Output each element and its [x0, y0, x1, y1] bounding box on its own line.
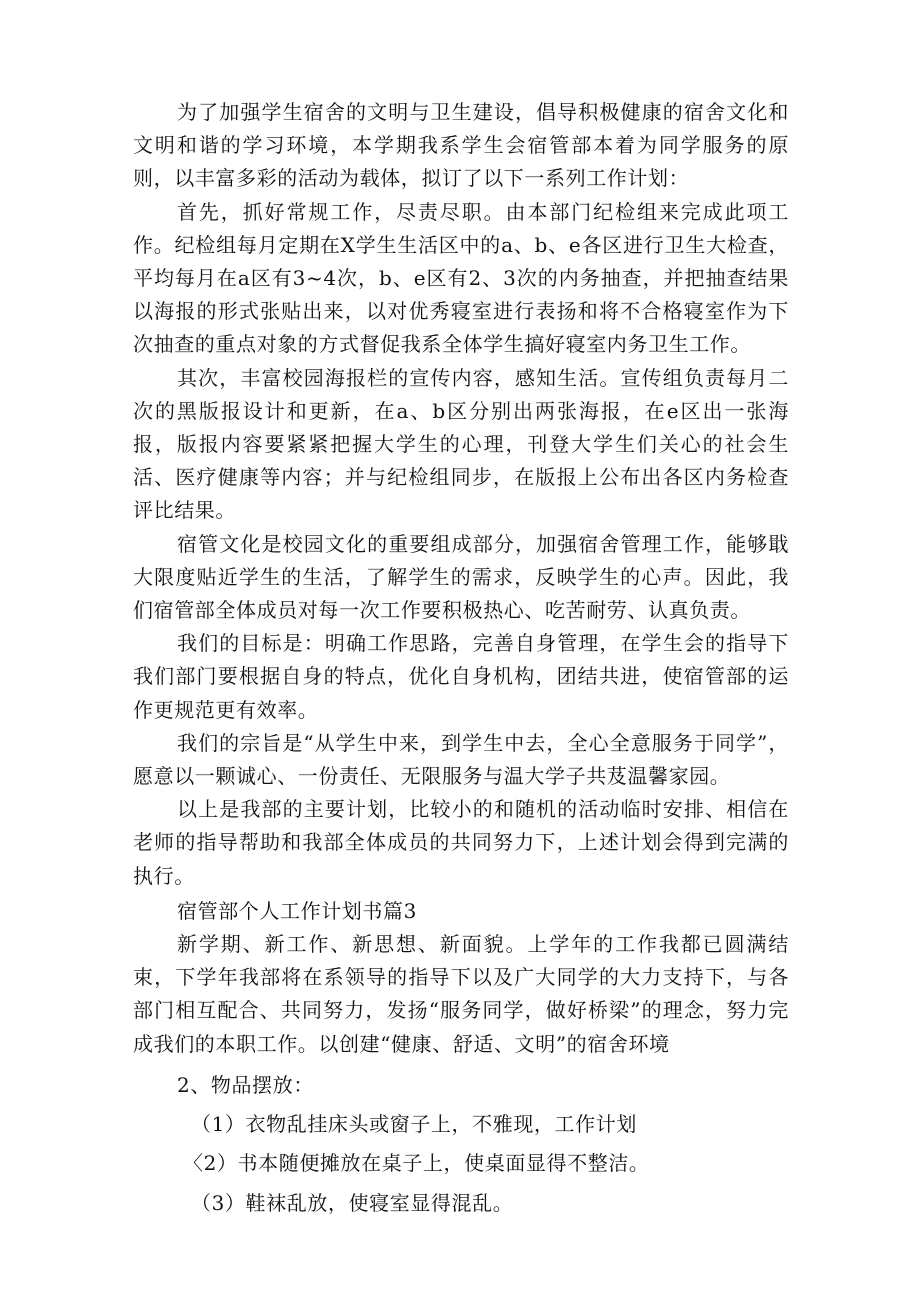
- list-item: 〈2）书本随便摊放在桌子上，使桌面显得不整洁。: [183, 1151, 650, 1176]
- goal-paragraph: 我们的目标是：明确工作思路，完善自身管理，在学生会的指导下我们部门要根据自身的特点，优化自身机构，团结共进，使宿管部的运作更规范更有效率。: [133, 631, 789, 722]
- purpose-paragraph: 我们的宗旨是“从学生中来，到学生中去，全心全意服务于同学”，愿意以一颗诚心、一份责任、无限服务与温大学子共芨温馨家园。: [133, 730, 789, 789]
- dorm-culture-paragraph: 宿管文化是校园文化的重要组成部分，加强宿舍管理工作，能够戢大限度贴近学生的生活，了解学生的需求，反映学生的心声。因此，我们宿管部全体成员对每一次工作要积极热心、吃苦耐劳、认真负责。: [133, 531, 789, 623]
- intro-paragraph: 为了加强学生宿舍的文明与卫生建设，倡导积极健康的宿舍文化和文明和谐的学习环境，本学期我系学生会宿管部本着为同学服务的原则，以丰富多彩的活动为载体，拟订了以下一系列工作计划：: [133, 100, 789, 191]
- document-body: [133, 96, 789, 1220]
- section-paragraph: 新学期、新工作、新思想、新面貌。上学年的工作我都已圆满结束，下学年我部将在系领导的指导下以及广大同学的大力支持下，与各部门相互配合、共同努力，发扬“服务同学，做好桥梁”的理念，努力完成我们的本职工作。以创建“健康、舒适、文明”的宿舍环境: [133, 932, 789, 1056]
- routine-work-paragraph: 首先，抓好常规工作，尽责尽职。由本部门纪检组来完成此项工作。纪检组每月定期在X学生生活区中的a、b、e各区进行卫生大检查，平均每月在a区有3~4次，b、e区有2、3次的内务抽查，并把抽查结果以海报的形式张贴出来，以对优秀寝室进行表扬和将不合格寝室作为下次抽查的重点对象的方式督促我系全体学生搞好寝室内务卫生工作。: [133, 199, 789, 357]
- section-heading: 宿管部个人工作计划书篇3: [177, 898, 417, 923]
- list-item: （3）鞋袜乱放，使寝室显得混乱。: [191, 1190, 514, 1215]
- summary-paragraph: 以上是我部的主要计划，比较小的和随机的活动临时安排、相信在老师的指导帮助和我部全体成员的共同努力下，上述计划会得到完满的执行。: [133, 797, 789, 888]
- poster-paragraph: 其次，丰富校园海报栏的宣传内容，感知生活。宣传组负责每月二次的黑版报设计和更新，在a、b区分别出两张海报，在e区出一张海报，版报内容要紧紧把握大学生的心理，刊登大学生们关心的社会生活、医疗健康等内容；并与纪检组同步，在版报上公布出各区内务检查评比结果。: [133, 365, 789, 523]
- list-item: （1）衣物乱挂床头或窗子上，不雅现，工作计划: [191, 1112, 637, 1137]
- list-label: 2、物品摆放：: [177, 1072, 314, 1097]
